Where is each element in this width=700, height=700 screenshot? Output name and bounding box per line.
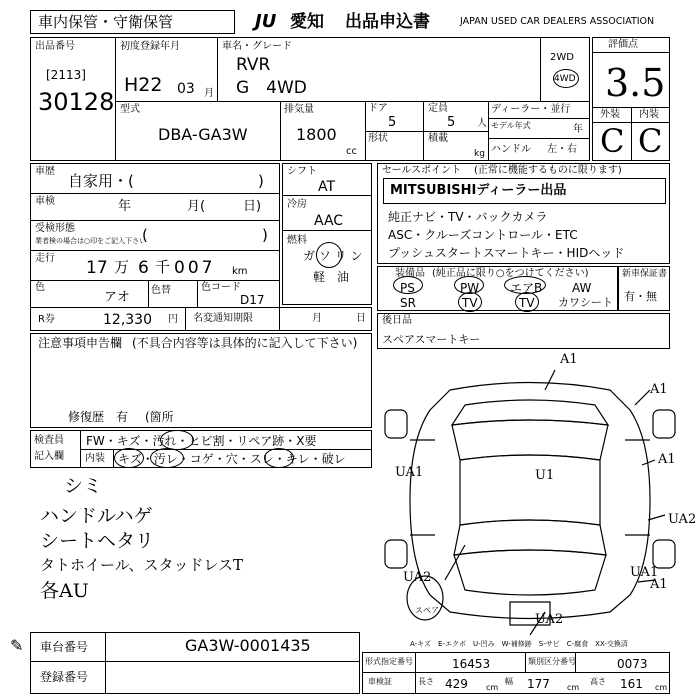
- car-name: RVR: [236, 55, 271, 75]
- repair-value: 有: [116, 410, 129, 424]
- inspection-label: 車検: [35, 196, 55, 207]
- mileage-unit: km: [232, 266, 248, 277]
- aircon-label: 冷房: [287, 199, 307, 210]
- height-label: 高さ: [590, 677, 606, 686]
- equip-tv1: TV: [462, 296, 478, 310]
- recycle-label: R券: [38, 314, 55, 325]
- damage-mark-8: UA2: [403, 570, 432, 585]
- fuel-gasoline-circle: [316, 242, 342, 268]
- color-label: 色: [35, 282, 45, 293]
- damage-mark-10: A1: [650, 577, 668, 592]
- width-value: 177: [527, 677, 550, 691]
- inspection-year: 年: [118, 199, 132, 214]
- displacement-value: 1800: [296, 125, 337, 144]
- name-change-day: 日: [356, 313, 366, 324]
- handwritten-note-1: シミ: [64, 475, 103, 497]
- mileage-man: 17: [86, 258, 108, 278]
- notes-label: 注意事項申告欄: [38, 336, 123, 350]
- damage-mark-6: UA1: [630, 565, 659, 580]
- name-change-month: 月: [312, 313, 322, 324]
- equip-ps: PS: [400, 281, 415, 295]
- capacity-unit: 人: [477, 118, 487, 129]
- handwritten-note-2: ハンドルハゲ: [40, 505, 153, 527]
- equip-pw: PW: [460, 281, 480, 295]
- damage-mark-4: U1: [535, 468, 555, 483]
- mileage-rest: 007: [174, 258, 216, 278]
- warranty-label: 新車保証書: [622, 269, 668, 279]
- notes-sub: (不具合内容等は具体的に記入して下さい): [132, 336, 358, 350]
- chassis-label: 車台番号: [40, 640, 89, 654]
- capacity-label: 定員: [428, 103, 448, 114]
- handwritten-note-5: 各AU: [40, 580, 89, 602]
- height-unit: cm: [655, 683, 668, 692]
- registration-year: H22: [124, 74, 163, 96]
- model-year-label: モデル年式: [491, 121, 531, 130]
- type-number-label: 形式指定番号: [365, 657, 413, 666]
- length-unit: cm: [486, 683, 499, 692]
- spare-label: スペア: [415, 606, 439, 615]
- repair-label: 修復歴: [68, 410, 105, 424]
- repaint-label: 色替: [151, 285, 171, 296]
- equip-tv1-circle: [458, 292, 482, 312]
- mileage-sen-unit: 千: [155, 258, 171, 276]
- registration-label: 初度登録年月: [120, 41, 180, 52]
- grade-label: 評価点: [608, 39, 638, 50]
- mileage-sen: 6: [138, 258, 149, 278]
- recycle-value: 12,330: [103, 312, 152, 328]
- inspection-day: 日): [243, 199, 262, 214]
- inspector-scratch-circle: [114, 448, 144, 468]
- equip-sr: SR: [400, 296, 416, 310]
- shape-label: 形状: [368, 133, 388, 144]
- damage-mark-5: UA1: [395, 465, 424, 480]
- doors-label: ドア: [368, 103, 388, 114]
- load-label: 積載: [428, 133, 448, 144]
- handwritten-note-4: タトホイール、スタッドレスT: [40, 556, 244, 574]
- grade-score: 3.5: [605, 61, 666, 105]
- shift-value: AT: [318, 179, 336, 195]
- reg-cert-label: 車検証: [368, 677, 392, 686]
- doors-value: 5: [388, 115, 397, 130]
- equipment-label: 装備品: [395, 268, 425, 279]
- recycle-unit: 円: [168, 314, 178, 325]
- selling-label: セールスポイント: [382, 165, 462, 176]
- registration-month-unit: 月: [204, 88, 214, 99]
- shift-label: シフト: [287, 166, 317, 177]
- ju-logo: JU: [255, 11, 277, 32]
- car-name-label: 車名・グレード: [222, 41, 292, 52]
- attachments-label: 後日品: [382, 315, 412, 326]
- handwritten-note-3: シートヘタリ: [40, 530, 155, 552]
- equip-seat: カワシート: [558, 296, 613, 309]
- handle-options: 左・右: [547, 144, 577, 155]
- damage-mark-1: A1: [560, 352, 578, 367]
- inspector-label-2: 記入欄: [34, 451, 64, 462]
- model-label: 型式: [120, 104, 140, 115]
- selling-item-4: プッシュスタートスマートキー・HIDヘッド: [388, 246, 625, 260]
- car-grade: G 4WD: [236, 78, 307, 98]
- pen-mark: ✎: [10, 636, 24, 655]
- fuel-line2: 軽 油: [313, 270, 350, 284]
- interior-grade: C: [638, 122, 663, 160]
- receipt-sub: 業者検の場合は○印をご記入下さい: [35, 237, 147, 245]
- dealer-label: ディーラー・並行: [491, 104, 571, 115]
- displacement-label: 排気量: [284, 104, 314, 115]
- load-unit: kg: [474, 149, 485, 159]
- damage-legend: A-キズ E-エクボ U-凹み W-補修跡 S-サビ C-腐食 XX-交換済: [410, 640, 628, 648]
- exterior-grade: C: [600, 122, 625, 160]
- mileage-label: 走行: [35, 253, 55, 264]
- damage-mark-3: A1: [658, 452, 676, 467]
- selling-item-2: 純正ナビ・TV・バックカメラ: [388, 210, 548, 224]
- inspector-dirt-circle: [150, 448, 184, 468]
- length-value: 429: [445, 677, 468, 691]
- handle-label: ハンドル: [491, 144, 531, 155]
- width-label: 幅: [505, 677, 513, 686]
- form-title: 出品申込書: [345, 12, 430, 32]
- inspector-stain-circle: [160, 430, 194, 450]
- inspector-row-2-label: 内装: [85, 453, 105, 464]
- repair-location: (箇所: [145, 410, 174, 424]
- drive-4wd: 4WD: [554, 74, 576, 84]
- inspector-row-1: FW・キズ・汚れ・ヒビ割・リペア跡・X要: [86, 434, 317, 448]
- lot-label: 出品番号: [35, 41, 75, 52]
- receipt-label: 受検形態: [35, 223, 75, 234]
- color-code-label: 色コード: [201, 282, 241, 293]
- lot-number: 30128: [38, 88, 115, 116]
- aircon-value: AAC: [314, 213, 344, 229]
- type-number: 16453: [452, 657, 491, 671]
- color-code: D17: [240, 293, 265, 307]
- equip-ps-circle: [393, 276, 423, 294]
- equip-tv2: TV: [519, 296, 535, 310]
- selling-note: (正常に機能するものに限ります): [474, 165, 622, 176]
- class-number: 0073: [617, 657, 648, 671]
- equip-airbag: エアB: [510, 281, 543, 295]
- selling-item-3: ASC・クルーズコントロール・ETC: [388, 228, 578, 242]
- inspector-row-2: キズ・汚レ・コゲ・穴・スレ・キレ・破レ: [118, 452, 346, 466]
- exterior-label: 外装: [600, 109, 620, 120]
- model-value: DBA-GA3W: [158, 125, 248, 144]
- equip-tv2-circle: [515, 292, 539, 312]
- damage-mark-7: UA2: [668, 512, 697, 527]
- damage-mark-2: A1: [650, 382, 668, 397]
- fuel-options: ガ ソ リ ン: [303, 249, 363, 263]
- car-damage-diagram: [380, 350, 680, 635]
- class-number-label: 類別区分番号: [528, 657, 576, 666]
- interior-label: 内装: [639, 109, 659, 120]
- plate-label: 登録番号: [40, 670, 89, 684]
- org-name: 愛知: [290, 12, 324, 32]
- storage-title: 車内保管・守衛保管: [38, 13, 174, 31]
- receipt-close: ): [262, 226, 268, 244]
- drive-2wd: 2WD: [550, 52, 574, 63]
- width-unit: cm: [567, 683, 580, 692]
- inspector-label-1: 検査員: [34, 435, 64, 446]
- equip-aw: AW: [572, 281, 592, 295]
- name-change-label: 名変通知期限: [193, 313, 253, 324]
- attachments-value: スペアスマートキー: [382, 333, 481, 346]
- equipment-note: (純正品に限り○をつけてください): [432, 268, 589, 279]
- history-label: 車歴: [35, 166, 55, 177]
- capacity-value: 5: [447, 115, 456, 130]
- lot-bracket-no: [2113]: [46, 68, 86, 82]
- length-label: 長さ: [418, 677, 434, 686]
- color-value: アオ: [104, 290, 130, 305]
- receipt-open: (: [142, 226, 148, 244]
- association-name: JAPAN USED CAR DEALERS ASSOCIATION: [460, 16, 655, 27]
- fuel-label: 燃料: [287, 235, 307, 246]
- history-value: 自家用・(: [68, 172, 134, 190]
- model-year-unit: 年: [573, 124, 583, 135]
- registration-month: 03: [177, 81, 195, 97]
- selling-item-1: MITSUBISHIディーラー出品: [390, 183, 567, 198]
- chassis-value: GA3W-0001435: [185, 636, 311, 655]
- height-value: 161: [620, 677, 643, 691]
- damage-mark-9: UA2: [535, 612, 564, 627]
- inspector-wear-circle: [264, 448, 294, 468]
- mileage-man-unit: 万: [114, 258, 130, 276]
- displacement-unit: cc: [346, 146, 357, 157]
- warranty-value: 有・無: [624, 290, 657, 303]
- history-close: ): [258, 172, 264, 190]
- inspection-month: 月(: [187, 199, 206, 214]
